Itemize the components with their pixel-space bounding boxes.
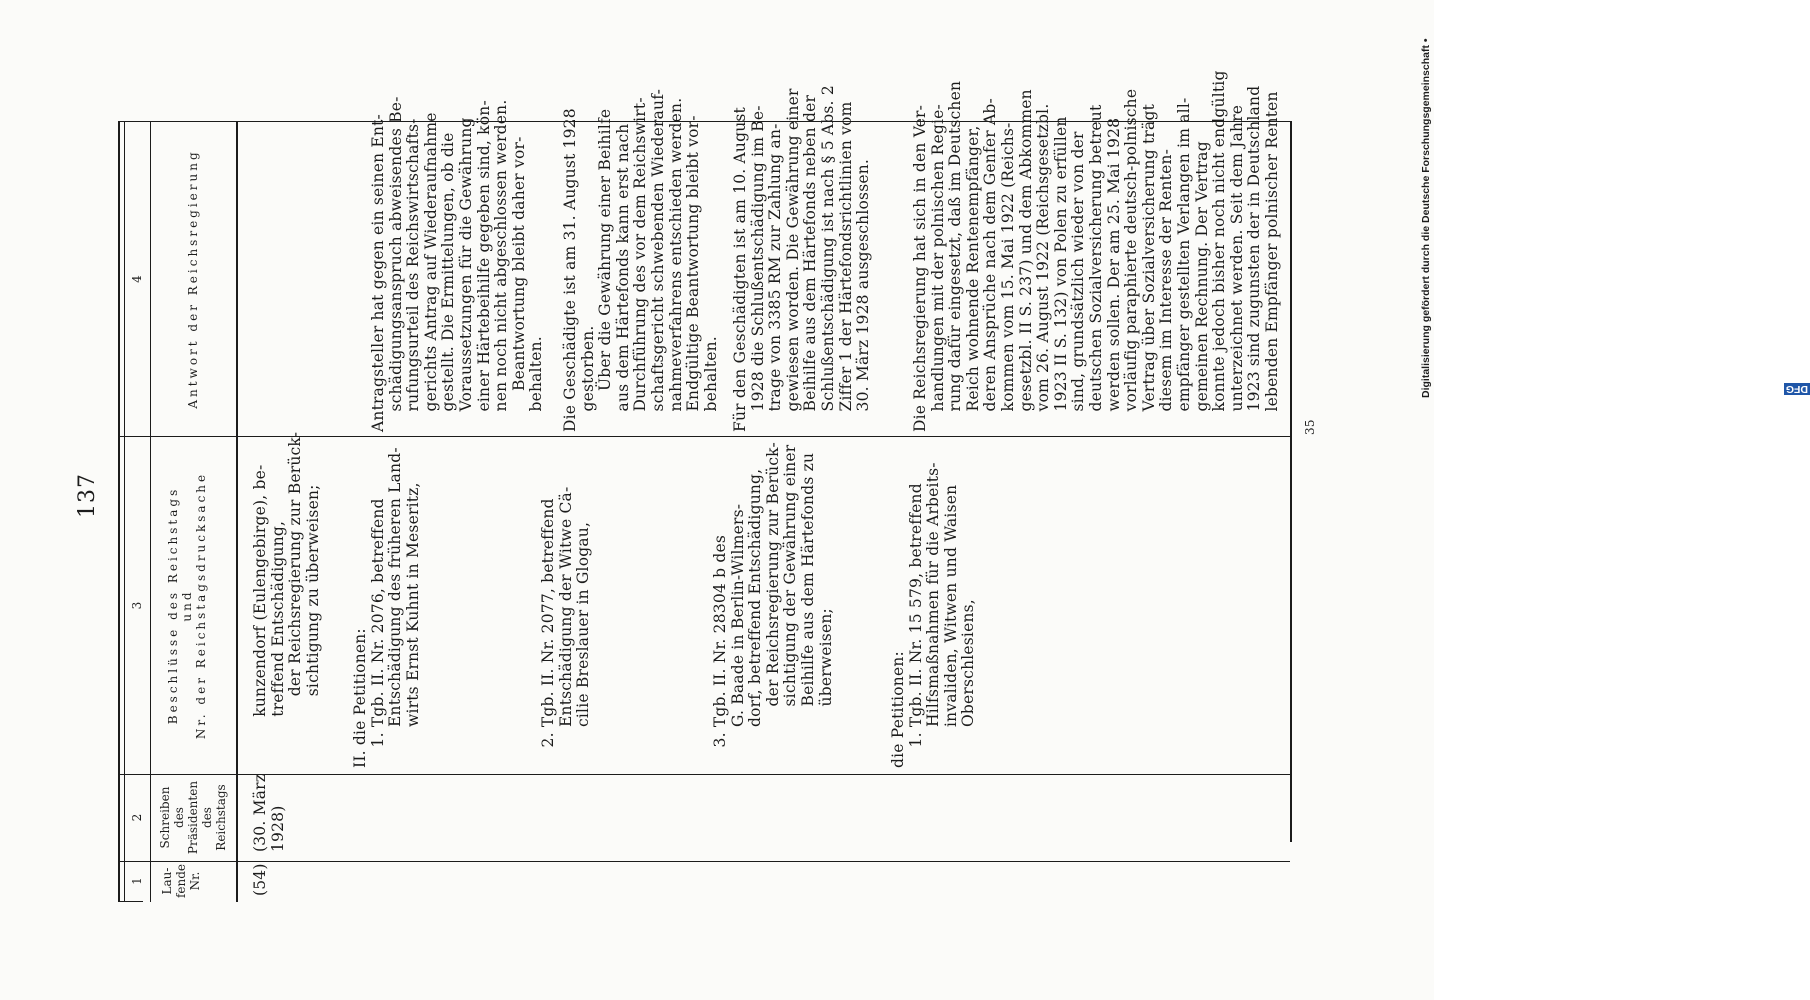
digitization-credit: Digitalisierung gefördert durch die Deutsche Forschungsgemeinschaft • DFG [1420, 38, 1808, 398]
col-number-3: 3 [130, 601, 144, 610]
dfg-logo: DFG [1785, 383, 1808, 395]
col-number-1: 1 [130, 877, 144, 885]
footer-number: 35 [1303, 419, 1317, 435]
table-bottom-rule [1290, 122, 1292, 842]
header-bottom-rule [236, 122, 238, 902]
row-date: (30. März 1928) [251, 773, 287, 852]
antwort-text: Die Geschädigte ist am 31. August 1928 gestorben. Über die Gewährung einer Beihilfe aus dem Härtefonds kann erst nach Durchführung des vor dem Reichswirt- schaftsgericht schwebenden Wiederauf- nahmeverfahrens entschieden werden. Endgültige Beantwortung bleibt vor- behalten. [561, 88, 720, 432]
col-number-4: 4 [130, 275, 144, 283]
table-top-rule-2 [124, 122, 125, 902]
row-nr: (54) [251, 863, 269, 896]
header-beschluesse: Beschlüsse des Reichstags und Nr. der Reichstagsdrucksache [166, 471, 208, 740]
table-left-border [118, 901, 143, 902]
header-laufende-nr: Lau- fende Nr. [160, 863, 202, 899]
beschluss-text: 3. Tgb. II. Nr. 28304 b des G. Baade in Berlin-Wilmers- dorf, betreffend Entschädigung, der Reichsregierung zur Berück- sichtigung der Gewährung einer Beihilfe aus dem Härtefonds zu überweisen; [711, 442, 835, 748]
beschluss-text: II. die Petitionen: 1. Tgb. II. Nr. 2076, betreffend Entschädigung des früheren Land- wirts Ernst Kuhnt in Meseritz, [351, 447, 422, 768]
beschluss-text: die Petitionen: 1. Tgb. II. Nr. 15 579, betreffend Hilfsmaßnahmen für die Arbeits- invaliden, Witwen und Waisen Oberschlesiens, [889, 462, 978, 768]
beschluss-text: 2. Tgb. II. Nr. 2077, betreffend Entschädigung der Witwe Cä- cilie Breslauer in Glogau, [539, 486, 593, 748]
col-sep-2 [118, 774, 1290, 775]
antwort-text: Antragsteller hat gegen ein seinen Ent- schädigungsanspruch abweisendes Be- rufungsurteil des Reichswirtschafts- gerichts Antrag auf Wiederaufnahme gestellt. Die Ermittelungen, ob die Voraussetzungen für die Gewährung einer Härtebeihilfe gegeben sind, kön- nen noch nicht abgeschlossen werden. Beantwortung bleibt daher vor- behalten. [369, 96, 546, 432]
antwort-text: Die Reichsregierung hat sich in den Ver- handlungen mit der polnischen Regie- rung dafür eingesetzt, daß im Deutschen Reich wohnende Rentenempfänger, deren Ansprüche nach dem Genfer Ab- kommen vom 15. Mai 1922 (Reichs- gesetzbl. II S. 237) und dem Abkommen vom 26. August 1922 (Reichsgesetzbl. 1923 II S. 132) von Polen zu erfüllen sind, grundsätzlich wieder von der deutschen Sozialversicherung betreut werden sollen. Der am 25. Mai 1928 vorläufig paraphierte deutsch-polnische Vertrag über Sozialversicherung trägt diesem im Interesse der Renten- empfänger gestellten Verlangen im all- gemeinen Rechnung. Der Vertrag konnte jedoch bisher noch nicht endgültig unterzeichnet werden. Seit dem Jahre 1923 sind zugunsten der in Deutschland lebenden Empfänger polnischer Renten [911, 70, 1281, 432]
table-top-rule [118, 122, 120, 902]
antwort-text: Für den Geschädigten ist am 10. August 1928 die Schlußentschädigung im Be- trage von 3385 RM zur Zahlung an- gewiesen worden. Die Gewährung einer Beihilfe aus dem Härtefonds neben der Schlußentschädigung ist nach § 5 Abs. 2 Ziffer 1 der Härtefondsrichtlinien vom 30. März 1928 ausgeschlossen. [731, 85, 873, 432]
col-sep-1 [118, 861, 1290, 862]
header-antwort: Antwort der Reichsregierung [186, 149, 200, 409]
beschluss-text: kunzendorf (Eulengebirge), be- treffend Entschädigung, der Reichsregierung zur Berück- sichtigung zu überweisen; [251, 431, 322, 717]
col-number-2: 2 [130, 813, 144, 822]
page-number: 137 [75, 473, 100, 518]
header-schreiben: Schreiben des Präsidenten des Reichstags [158, 780, 228, 855]
colnum-rule [150, 122, 151, 902]
